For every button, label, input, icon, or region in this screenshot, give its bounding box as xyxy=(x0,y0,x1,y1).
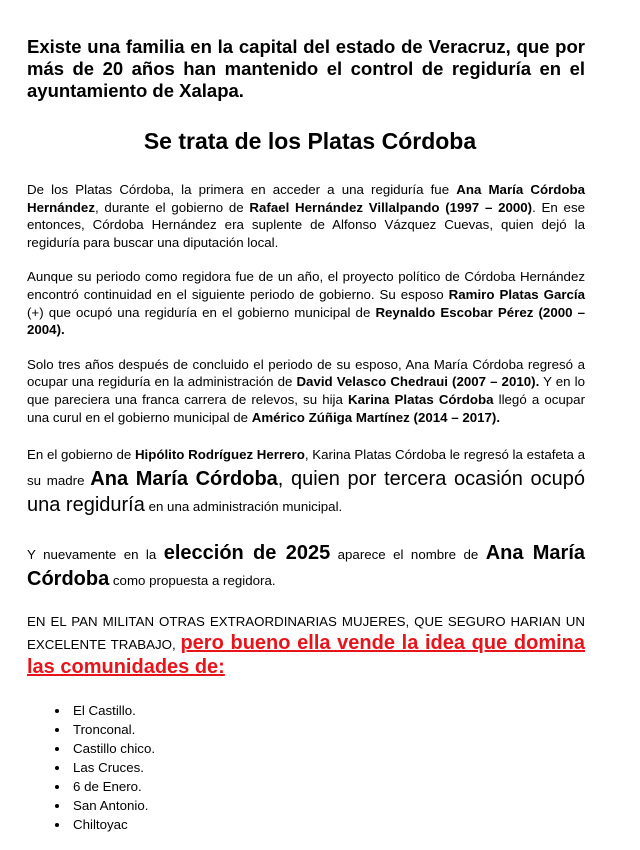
p1-text-1: De los Platas Córdoba, la primera en acceder a una regiduría fue xyxy=(27,182,457,197)
p2-bold-government: Reynaldo Escobar Pérez (2000 – 2004). xyxy=(27,304,585,338)
p5-text-2: aparece el nombre de xyxy=(330,547,486,563)
list-item: • El Castillo. xyxy=(70,701,585,720)
p5-big-election: elección de 2025 xyxy=(163,542,331,565)
p3-text-1: Solo tres años después de concluido el periodo de su esposo, Ana María Córdoba regresó a ocupar una regiduría en la administración de xyxy=(27,356,585,390)
p3-bold-name: Karina Platas Córdoba xyxy=(348,391,494,407)
p5-text-3: como propuesta a regidora. xyxy=(109,573,276,589)
list-item: • 6 de Enero. xyxy=(70,777,585,796)
p4-big-text: , quien por tercera ocasión ocupó una regiduría xyxy=(27,468,586,517)
p2-bold-name: Ramiro Platas García xyxy=(448,286,585,302)
p4-bold-name: Hipólito Rodríguez Herrero xyxy=(134,447,305,463)
paragraph-4 xyxy=(27,443,585,519)
paragraph-5 xyxy=(27,541,585,593)
p1-text-2: , durante el gobierno de xyxy=(94,199,250,215)
p5-text-1: Y nuevamente en la xyxy=(27,547,164,563)
communities-list xyxy=(27,701,585,834)
p3-bold-government-2: Américo Zúñiga Martínez (2014 – 2017). xyxy=(251,409,501,425)
p6-caps-text: EN EL PAN MILITAN OTRAS EXTRAORDINARIAS MUJERES, QUE SEGURO HARIAN UN EXCELENTE TRABAJO, xyxy=(27,614,585,653)
list-item: • San Antonio. xyxy=(70,796,585,815)
list-item: • Chiltoyac xyxy=(70,815,585,834)
p3-bold-government-1: David Velasco Chedraui (2007 – 2010). xyxy=(296,374,540,390)
p1-bold-name: Ana María Córdoba Hernández xyxy=(27,182,586,215)
paragraph-6 xyxy=(27,613,585,679)
p2-text-2: (+) que ocupó una regiduría en el gobierno municipal de xyxy=(27,304,376,320)
paragraph-1 xyxy=(27,181,585,251)
list-item: • Las Cruces. xyxy=(70,758,585,777)
p6-red-underlined-text: pero bueno ella vende la idea que domina las comunidades de: xyxy=(27,632,586,679)
p4-text-4: en una administración municipal. xyxy=(144,499,343,515)
list-item: • Tronconal. xyxy=(70,720,585,739)
p4-big-bold-name: Ana María Córdoba xyxy=(90,468,278,491)
p4-text-2: , Karina Platas Córdoba le regresó la estafeta a su madre xyxy=(27,447,585,489)
paragraph-2 xyxy=(27,268,585,338)
document-title: Se trata de los Platas Córdoba xyxy=(143,128,477,154)
p3-text-2: Y en lo que pareciera una franca carrera de relevos, su hija xyxy=(27,374,585,407)
p2-text-1: Aunque su periodo como regidora fue de un año, el proyecto político de Córdoba Hernández encontró continuidad en el siguiente periodo de gobierno. Su esposo xyxy=(27,269,585,302)
paragraph-3 xyxy=(27,356,585,426)
p1-text-3: . En ese entonces, Córdoba Hernández era suplente de Alfonso Vázquez Cuevas, quien dejó la regiduría para buscar una diputación local. xyxy=(27,199,585,250)
p3-text-3: llegó a ocupar una curul en el gobierno municipal de xyxy=(27,391,585,425)
p5-big-name: Ana María Córdoba xyxy=(27,542,586,591)
intro-paragraph: Existe una familia en la capital del estado de Veracruz, que por más de 20 años han mantenido el control de regiduría en el ayuntamiento de Xalapa. xyxy=(27,36,585,101)
list-item: • Castillo chico. xyxy=(70,739,585,758)
p4-text-1: En el gobierno de xyxy=(27,447,135,463)
p1-bold-government: Rafael Hernández Villalpando (1997 – 2000) xyxy=(249,199,533,215)
